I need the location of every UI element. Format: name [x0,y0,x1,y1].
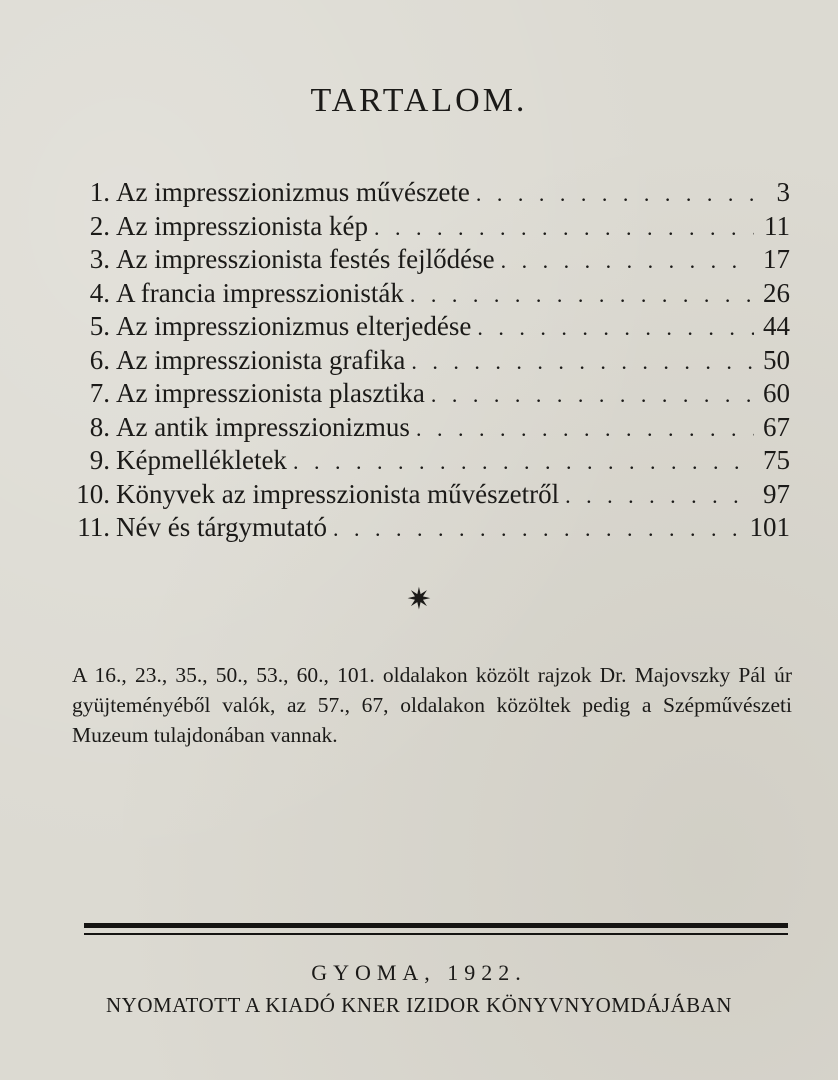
toc-entry [68,377,790,411]
toc-entry-title: A francia impresszionisták [116,277,404,308]
toc-entry-number: 4. [89,277,110,308]
toc-entry [68,176,790,210]
toc-entry-page: 67 [763,411,790,442]
toc-entry-number: 5. [89,311,110,341]
toc-entry-page: 75 [763,445,790,475]
toc-entry [68,511,790,545]
toc-entry-title: Az impresszionizmus elterjedése [116,311,472,341]
toc-entry-page: 44 [763,311,790,341]
toc-entry [68,243,790,277]
dot-leader [374,211,754,244]
toc-entry-number: 11. [77,512,110,542]
divider-thin [84,933,788,935]
dot-leader [411,345,754,378]
toc-entry-page: 26 [763,277,790,308]
toc-entry-number: 6. [89,344,110,375]
ornament-star-icon: ✷ [406,582,432,617]
dot-leader [293,445,754,478]
page-title: TARTALOM. [310,82,528,119]
dot-leader [431,378,754,411]
toc-entry-title: Képmellékletek [116,445,287,475]
toc-entry-title: Név és tárgymutató [116,512,327,542]
dot-leader [416,412,754,445]
toc-entry-number: 10. [76,478,110,509]
toc-entry-title: Könyvek az impresszionista művészetről [116,478,560,509]
toc-entry [68,444,790,478]
illustration-credits-note: A 16., 23., 35., 50., 53., 60., 101. oldalakon közölt rajzok Dr. Majovszky Pál úr gyüjteményéből valók, az 57., 67, oldalakon közöltek pedig a Szépművészeti Muzeum tulajdonában vannak. [72,662,792,747]
toc-entry [68,310,790,344]
toc-entry-number: 2. [89,210,110,241]
toc-entry-title: Az impresszionista kép [116,210,368,241]
toc-entry-title: Az impresszionista plasztika [116,378,425,408]
toc-entry-title: Az impresszionizmus művészete [116,177,470,207]
dot-leader [501,244,754,277]
toc-entry [68,478,790,512]
dot-leader [476,177,754,210]
toc-entry [68,344,790,378]
toc-entry-number: 7. [89,378,110,408]
toc-entry-title: Az impresszionista festés fejlődése [116,244,495,274]
toc-entry-number: 3. [89,244,110,274]
toc-entry-page: 60 [763,378,790,408]
dot-leader [333,512,744,545]
toc-entry [68,210,790,244]
dot-leader [565,479,754,512]
toc-entry-page: 50 [763,344,790,375]
toc-entry [68,277,790,311]
toc-entry [68,411,790,445]
toc-entry-page: 17 [763,244,790,274]
table-of-contents [68,176,790,545]
toc-entry-page: 101 [749,512,790,542]
toc-entry-page: 97 [763,478,790,509]
toc-entry-number: 9. [89,445,110,475]
toc-entry-page: 3 [776,177,790,207]
dot-leader [410,278,754,311]
dot-leader [477,311,754,344]
toc-entry-title: Az antik impresszionizmus [116,411,410,442]
toc-entry-page: 11 [764,210,790,241]
toc-entry-number: 8. [89,411,110,442]
imprint-printer: NYOMATOTT A KIADÓ KNER IZIDOR KÖNYVNYOMDÁJÁBAN [106,993,732,1017]
toc-entry-number: 1. [89,177,110,207]
imprint-city-year: GYOMA, 1922. [311,960,527,985]
toc-entry-title: Az impresszionista grafika [116,344,406,375]
divider-thick [84,923,788,928]
